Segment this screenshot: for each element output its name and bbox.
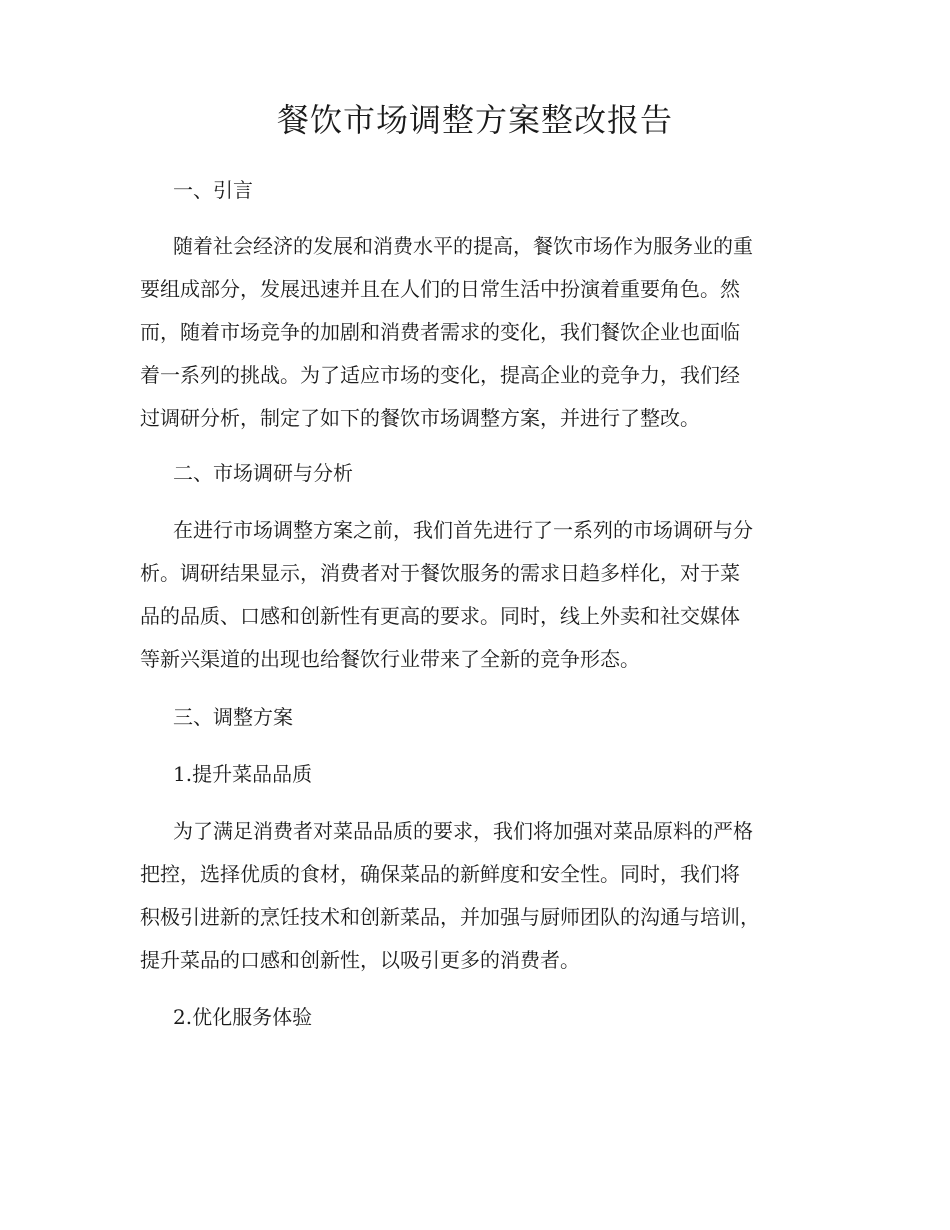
- paragraph-line: 等新兴渠道的出现也给餐饮行业带来了全新的竞争形态。: [140, 647, 640, 671]
- paragraph-research: [140, 509, 840, 681]
- paragraph-line: 而，随着市场竞争的加剧和消费者需求的变化，我们餐饮企业也面临: [140, 320, 740, 344]
- section-heading-intro: 一、引言: [173, 178, 253, 202]
- paragraph-line: 积极引进新的烹饪技术和创新菜品，并加强与厨师团队的沟通与培训，: [140, 905, 760, 929]
- paragraph-line: 过调研分析，制定了如下的餐饮市场调整方案，并进行了整改。: [140, 406, 700, 430]
- paragraph-line: 把控，选择优质的食材，确保菜品的新鲜度和安全性。同时，我们将: [140, 862, 740, 886]
- subsection-heading-service: 2.优化服务体验: [173, 1005, 313, 1029]
- paragraph-line: 析。调研结果显示，消费者对于餐饮服务的需求日趋多样化，对于菜: [140, 561, 740, 585]
- subsection-heading-quality: 1.提升菜品品质: [173, 762, 313, 786]
- section-heading-plan: 三、调整方案: [173, 705, 293, 729]
- section-heading-research: 二、市场调研与分析: [173, 461, 353, 485]
- paragraph-quality: [140, 810, 840, 982]
- paragraph-intro: [140, 225, 840, 440]
- paragraph-line: 要组成部分，发展迅速并且在人们的日常生活中扮演着重要角色。然: [140, 277, 740, 301]
- paragraph-line: 为了满足消费者对菜品品质的要求，我们将加强对菜品原料的严格: [173, 819, 753, 843]
- document-title: 餐饮市场调整方案整改报告: [276, 101, 673, 139]
- paragraph-line: 品的品质、口感和创新性有更高的要求。同时，线上外卖和社交媒体: [140, 604, 740, 628]
- paragraph-line: 着一系列的挑战。为了适应市场的变化，提高企业的竞争力，我们经: [140, 363, 740, 387]
- paragraph-line: 随着社会经济的发展和消费水平的提高，餐饮市场作为服务业的重: [173, 234, 753, 258]
- paragraph-line: 提升菜品的口感和创新性，以吸引更多的消费者。: [140, 948, 580, 972]
- paragraph-line: 在进行市场调整方案之前，我们首先进行了一系列的市场调研与分: [173, 518, 753, 542]
